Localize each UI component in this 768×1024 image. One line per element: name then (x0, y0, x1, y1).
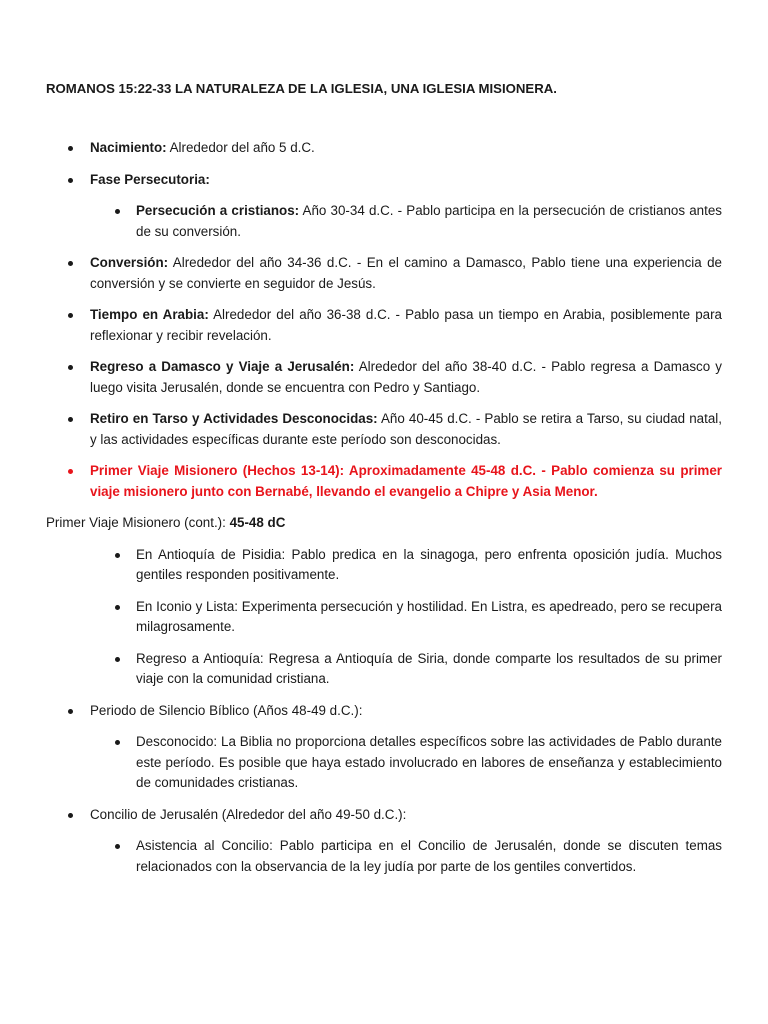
bullet-icon (68, 709, 73, 714)
list-item-persecution-phase: Fase Persecutoria: (90, 170, 722, 191)
bullet-icon (115, 657, 120, 662)
list-item-council-attendance: Asistencia al Concilio: Pablo participa en el Concilio de Jerusalén, donde se discuten temas relacionados con la observancia de la ley judía por parte de los gentiles convertidos. (136, 836, 722, 877)
timeline-list (0, 138, 768, 502)
bullet-icon (115, 605, 120, 610)
list-item-iconium-lystra: En Iconio y Lista: Experimenta persecución y hostilidad. En Listra, es apedreado, pero se recupera milagrosamente. (136, 597, 722, 638)
list-item-unknown: Desconocido: La Biblia no proporciona detalles específicos sobre las actividades de Pablo durante este período. Es posible que haya estado involucrado en labores de enseñanza y establecimiento de comunidades cristianas. (136, 732, 722, 794)
bullet-icon (68, 146, 73, 151)
bullet-icon (68, 261, 73, 266)
list-item-birth: Nacimiento: Alrededor del año 5 d.C. (90, 138, 722, 159)
list-item-arabia: Tiempo en Arabia: Alrededor del año 36-38 d.C. - Pablo pasa un tiempo en Arabia, posiblemente para reflexionar y recibir revelación. (90, 305, 722, 346)
bullet-icon (68, 178, 73, 183)
section-first-journey-cont: Primer Viaje Misionero (cont.): 45-48 dC (46, 515, 286, 530)
list-item-tarsus: Retiro en Tarso y Actividades Desconocidas: Año 40-45 d.C. - Pablo se retira a Tarso, su ciudad natal, y las actividades específicas durante este período son desconocidas. (90, 409, 722, 450)
bullet-icon (68, 313, 73, 318)
bullet-icon (68, 417, 73, 422)
bullet-icon (115, 740, 120, 745)
list-item-persecution-christians: Persecución a cristianos: Año 30-34 d.C. - Pablo participa en la persecución de cristianos antes de su conversión. (136, 201, 722, 242)
list-item-first-journey: Primer Viaje Misionero (Hechos 13-14): Aproximadamente 45-48 d.C. - Pablo comienza su primer viaje misionero junto con Bernabé, llevando el evangelio a Chipre y Asia Menor. (90, 461, 722, 502)
list-item-council: Concilio de Jerusalén (Alrededor del año 49-50 d.C.): (90, 805, 722, 826)
bullet-icon (68, 469, 73, 474)
list-item-conversion: Conversión: Alrededor del año 34-36 d.C. - En el camino a Damasco, Pablo tiene una experiencia de conversión y se convierte en seguidor de Jesús. (90, 253, 722, 294)
bullet-icon (115, 553, 120, 558)
bullet-icon (115, 209, 120, 214)
list-item-silence-period: Periodo de Silencio Bíblico (Años 48-49 d.C.): (90, 701, 722, 722)
list-item-damascus-jerusalem: Regreso a Damasco y Viaje a Jerusalén: Alrededor del año 38-40 d.C. - Pablo regresa a Damasco y luego visita Jerusalén, donde se encuentra con Pedro y Santiago. (90, 357, 722, 398)
document-title: ROMANOS 15:22-33 LA NATURALEZA DE LA IGLESIA, UNA IGLESIA MISIONERA. (46, 81, 557, 96)
first-journey-list (0, 545, 768, 878)
bullet-icon (115, 844, 120, 849)
bullet-icon (68, 813, 73, 818)
list-item-return-antioch: Regreso a Antioquía: Regresa a Antioquía de Siria, donde comparte los resultados de su primer viaje con la comunidad cristiana. (136, 649, 722, 690)
document-body (0, 138, 768, 888)
bullet-icon (68, 365, 73, 370)
list-item-antioch-pisidia: En Antioquía de Pisidia: Pablo predica en la sinagoga, pero enfrenta oposición judía. Muchos gentiles responden positivamente. (136, 545, 722, 586)
